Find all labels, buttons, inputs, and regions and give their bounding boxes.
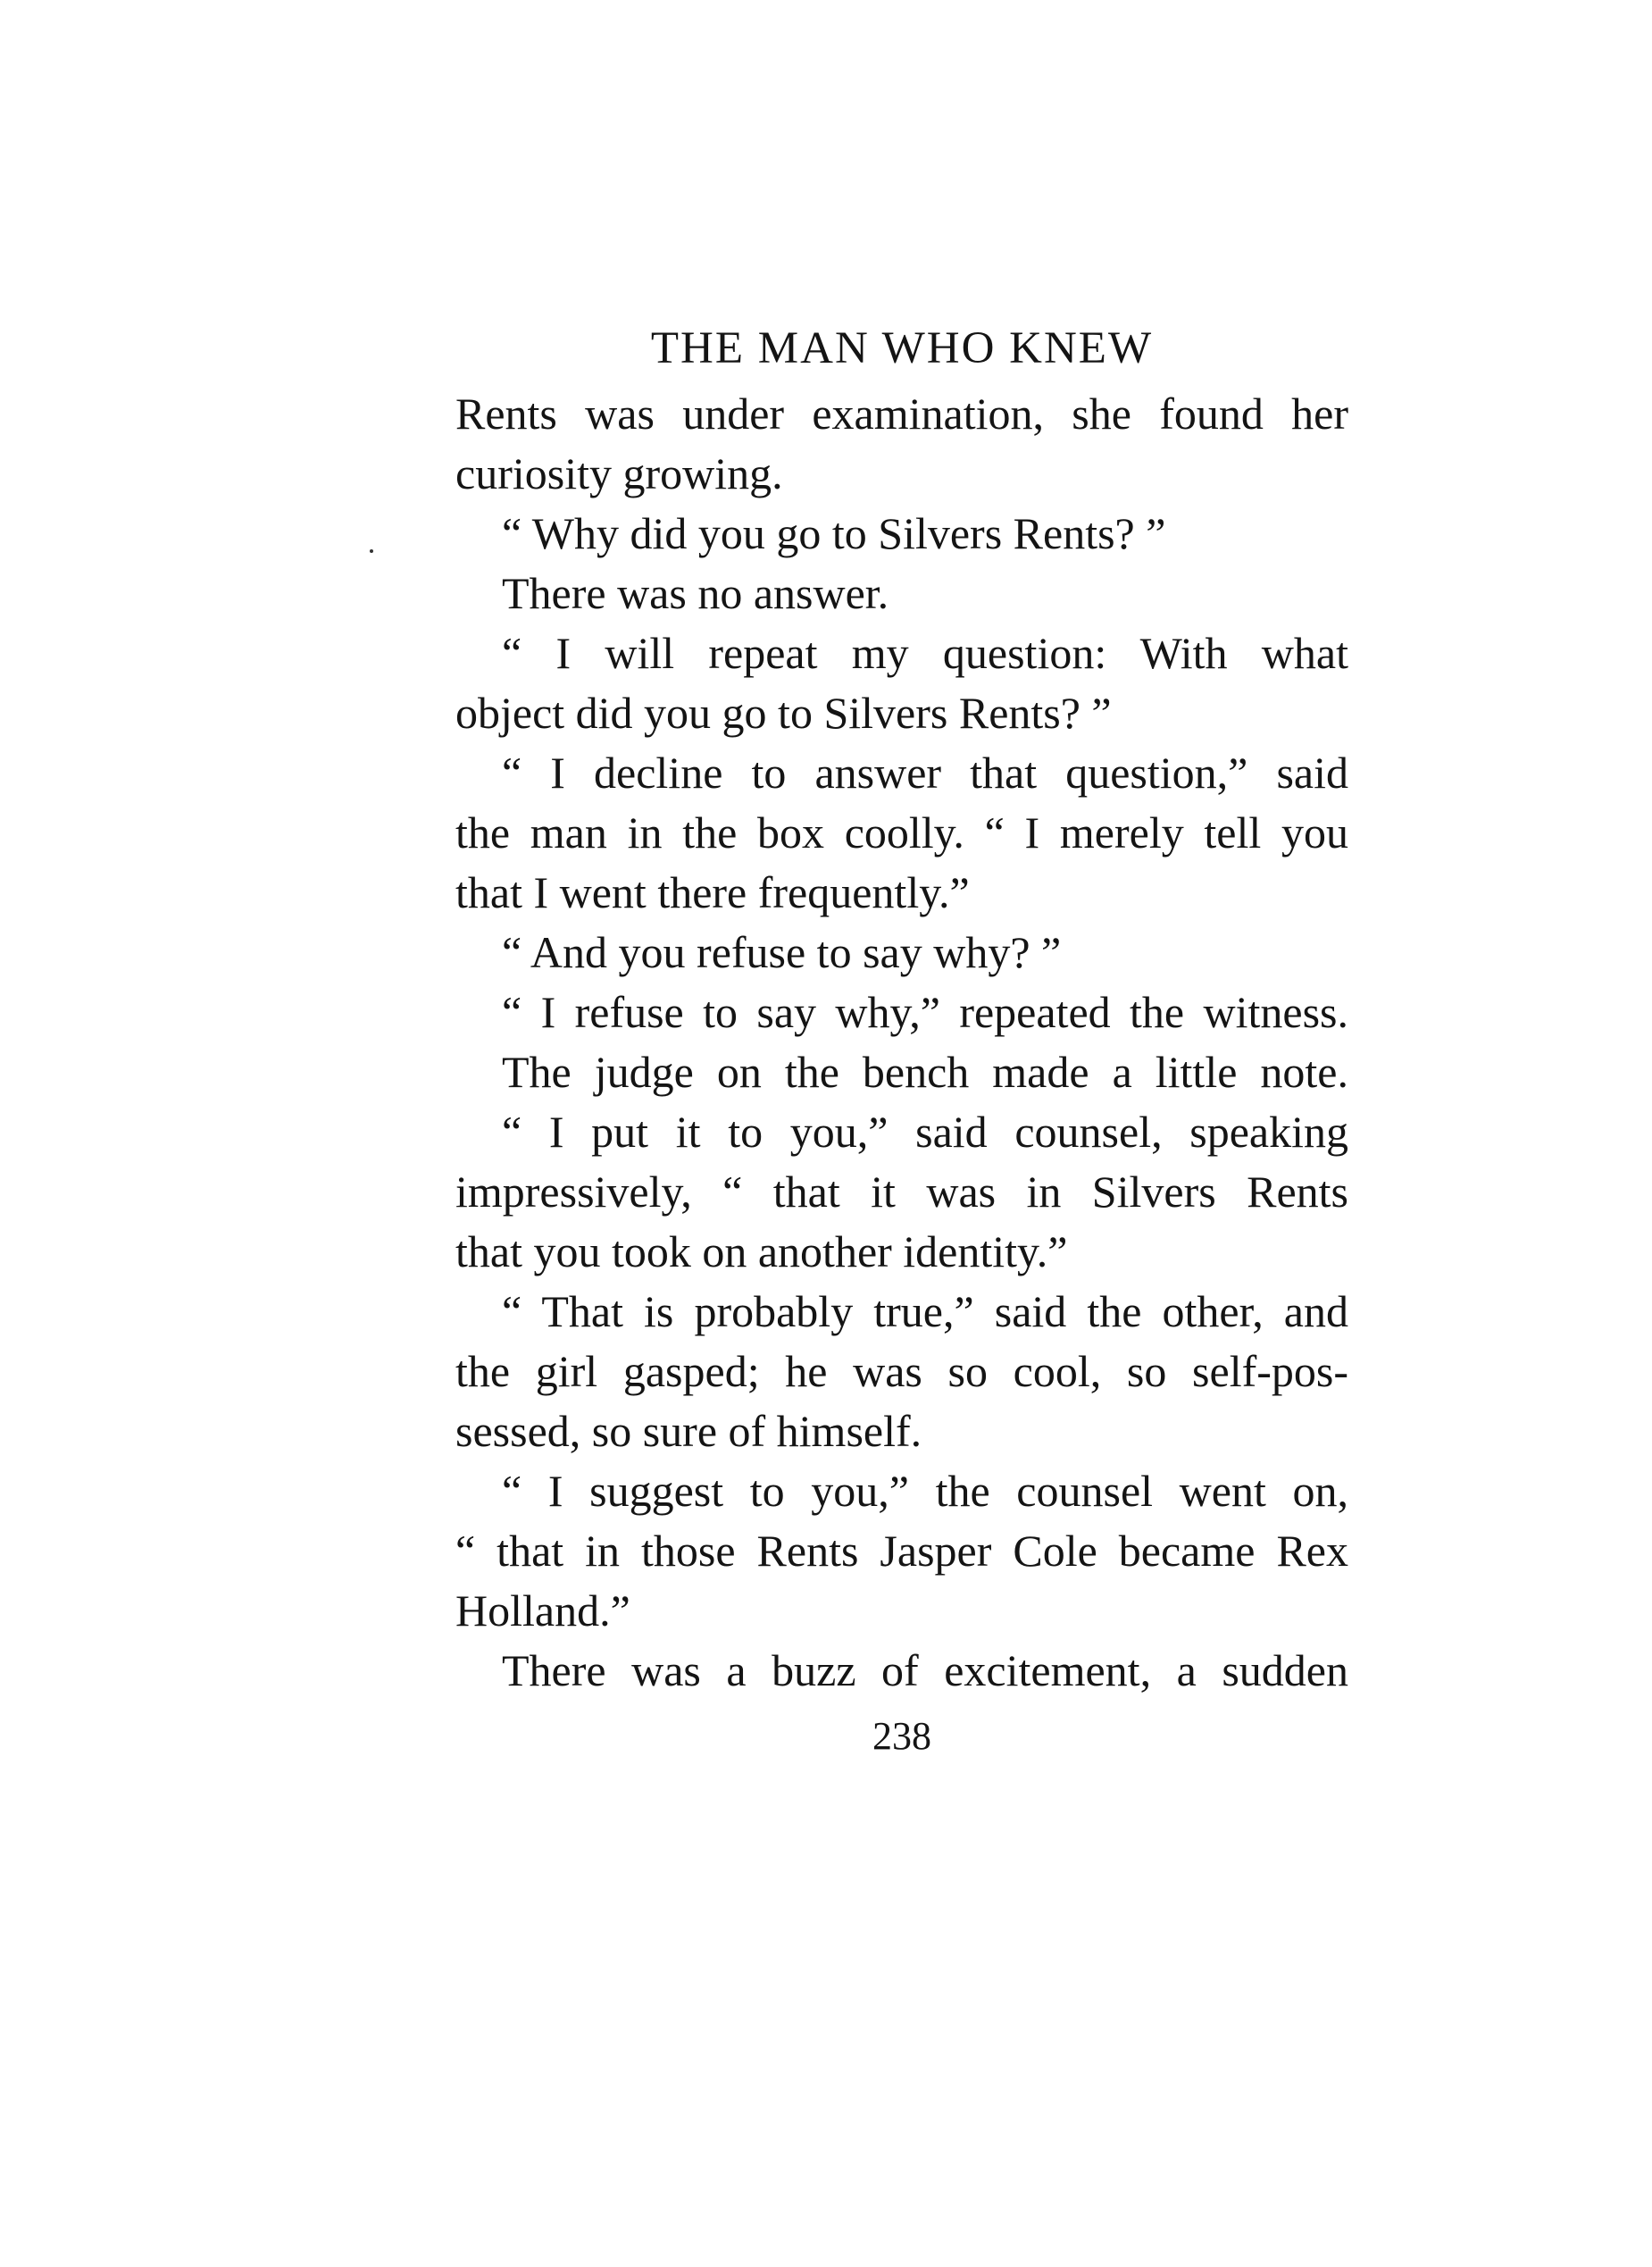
text-line: “ Why did you go to Silvers Rents? ”: [502, 508, 1166, 558]
text-line: There was a buzz of excitement, a sudden: [502, 1645, 1348, 1695]
text-line: “ I suggest to you,” the counsel went on,: [502, 1466, 1348, 1516]
text-line: “ I decline to answer that question,” said: [502, 748, 1348, 798]
text-line: that you took on another identity.”: [455, 1226, 1068, 1276]
text-line: “ I refuse to say why,” repeated the witness.: [502, 987, 1348, 1037]
text-line: “ that in those Rents Jasper Cole became Rex: [455, 1526, 1348, 1576]
text-line: impressively, “ that it was in Silvers Rents: [455, 1167, 1348, 1217]
text-line: “ I put it to you,” said counsel, speaking: [502, 1107, 1348, 1157]
text-line: object did you go to Silvers Rents? ”: [455, 688, 1112, 738]
text-line: that I went there frequently.”: [455, 867, 970, 917]
text-line: sessed, so sure of himself.: [455, 1406, 922, 1456]
text-line: the girl gasped; he was so cool, so self-pos-: [455, 1346, 1348, 1396]
text-line: “ And you refuse to say why? ”: [502, 927, 1062, 977]
text-line: the man in the box coolly. “ I merely tell you: [455, 807, 1348, 857]
text-line: Holland.”: [455, 1585, 630, 1635]
text-line: The judge on the bench made a little note.: [502, 1047, 1348, 1097]
text-line: curiosity growing.: [455, 448, 783, 498]
print-speck: [370, 549, 373, 553]
page-number: 238: [872, 1714, 931, 1758]
body-text: [455, 384, 1348, 1701]
text-line: Rents was under examination, she found her: [455, 389, 1348, 439]
text-line: “ I will repeat my question: With what: [502, 628, 1348, 678]
text-line: “ That is probably true,” said the other, and: [502, 1286, 1348, 1336]
text-line: There was no answer.: [502, 568, 889, 618]
running-head: THE MAN WHO KNEW: [650, 323, 1154, 373]
